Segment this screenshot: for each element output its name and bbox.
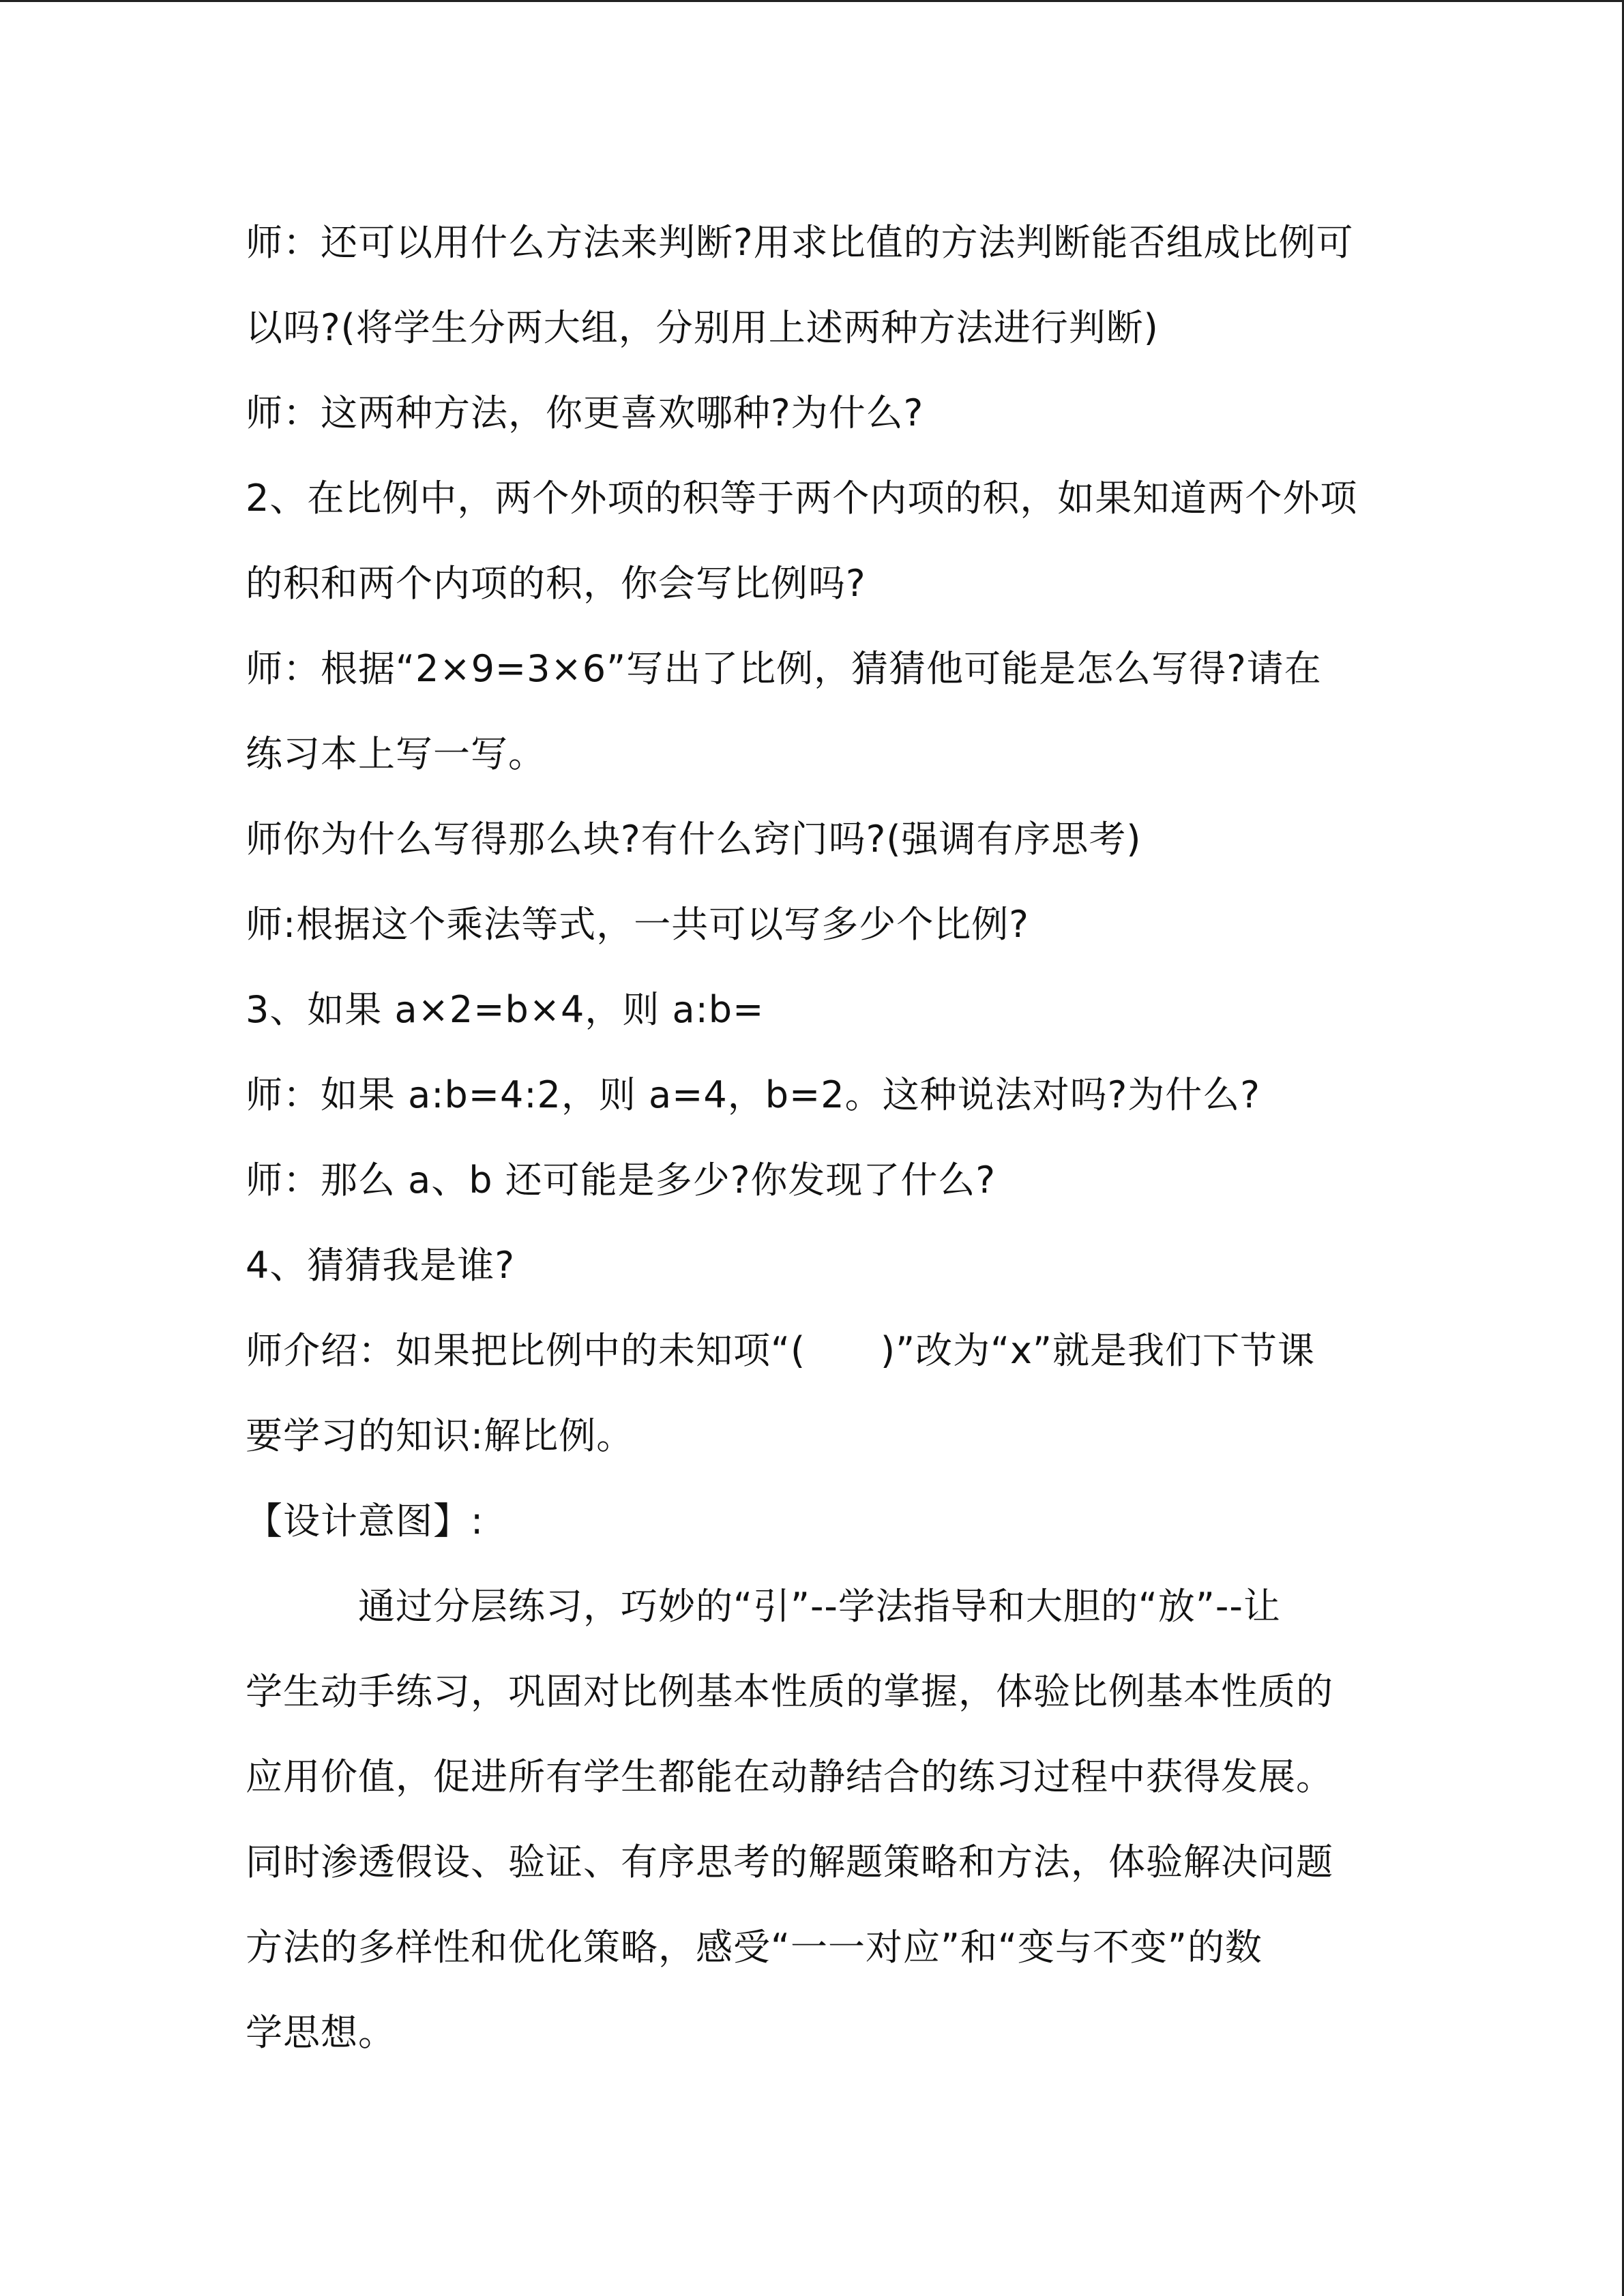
text-line-3: 师：这两种方法，你更喜欢哪种?为什么? [246, 391, 924, 434]
text-line-20: 同时渗透假设、验证、有序思考的解题策略和方法，体验解决问题 [246, 1840, 1333, 1883]
text-line-7: 练习本上写一写。 [246, 732, 546, 775]
text-line-9: 师:根据这个乘法等式，一共可以写多少个比例? [246, 903, 1029, 946]
text-line-12: 师：那么 a、b 还可能是多少?你发现了什么? [246, 1159, 996, 1202]
text-line-17: 通过分层练习，巧妙的“引”--学法指导和大胆的“放”--让 [358, 1585, 1281, 1628]
text-line-6: 师：根据“2×9=3×6”写出了比例，猜猜他可能是怎么写得?请在 [246, 647, 1322, 690]
text-line-4: 2、在比例中，两个外项的积等于两个内项的积，如果知道两个外项 [246, 477, 1358, 520]
text-line-13: 4、猜猜我是谁? [246, 1244, 516, 1287]
text-line-15: 要学习的知识:解比例。 [246, 1414, 634, 1457]
text-line-10: 3、如果 a×2=b×4，则 a:b= [246, 988, 765, 1031]
text-line-19: 应用价值，促进所有学生都能在动静结合的练习过程中获得发展。 [246, 1755, 1333, 1798]
text-line-2: 以吗?(将学生分两大组，分别用上述两种方法进行判断) [246, 306, 1159, 349]
text-line-5: 的积和两个内项的积，你会写比例吗? [246, 562, 866, 605]
section-heading: 【设计意图】: [246, 1500, 484, 1542]
document-body [246, 212, 1391, 2087]
text-line-11: 师：如果 a:b=4:2，则 a=4，b=2。这种说法对吗?为什么? [246, 1073, 1260, 1116]
text-line-18: 学生动手练习，巩固对比例基本性质的掌握，体验比例基本性质的 [246, 1670, 1333, 1713]
text-line-22: 学思想。 [246, 2011, 396, 2054]
text-line-14: 师介绍：如果把比例中的未知项“( )”改为“x”就是我们下节课 [246, 1329, 1315, 1372]
text-line-8: 师你为什么写得那么块?有什么窍门吗?(强调有序思考) [246, 818, 1142, 861]
text-line-21: 方法的多样性和优化策略，感受“一一对应”和“变与不变”的数 [246, 1926, 1263, 1969]
text-line-1: 师：还可以用什么方法来判断?用求比值的方法判断能否组成比例可 [246, 221, 1354, 264]
